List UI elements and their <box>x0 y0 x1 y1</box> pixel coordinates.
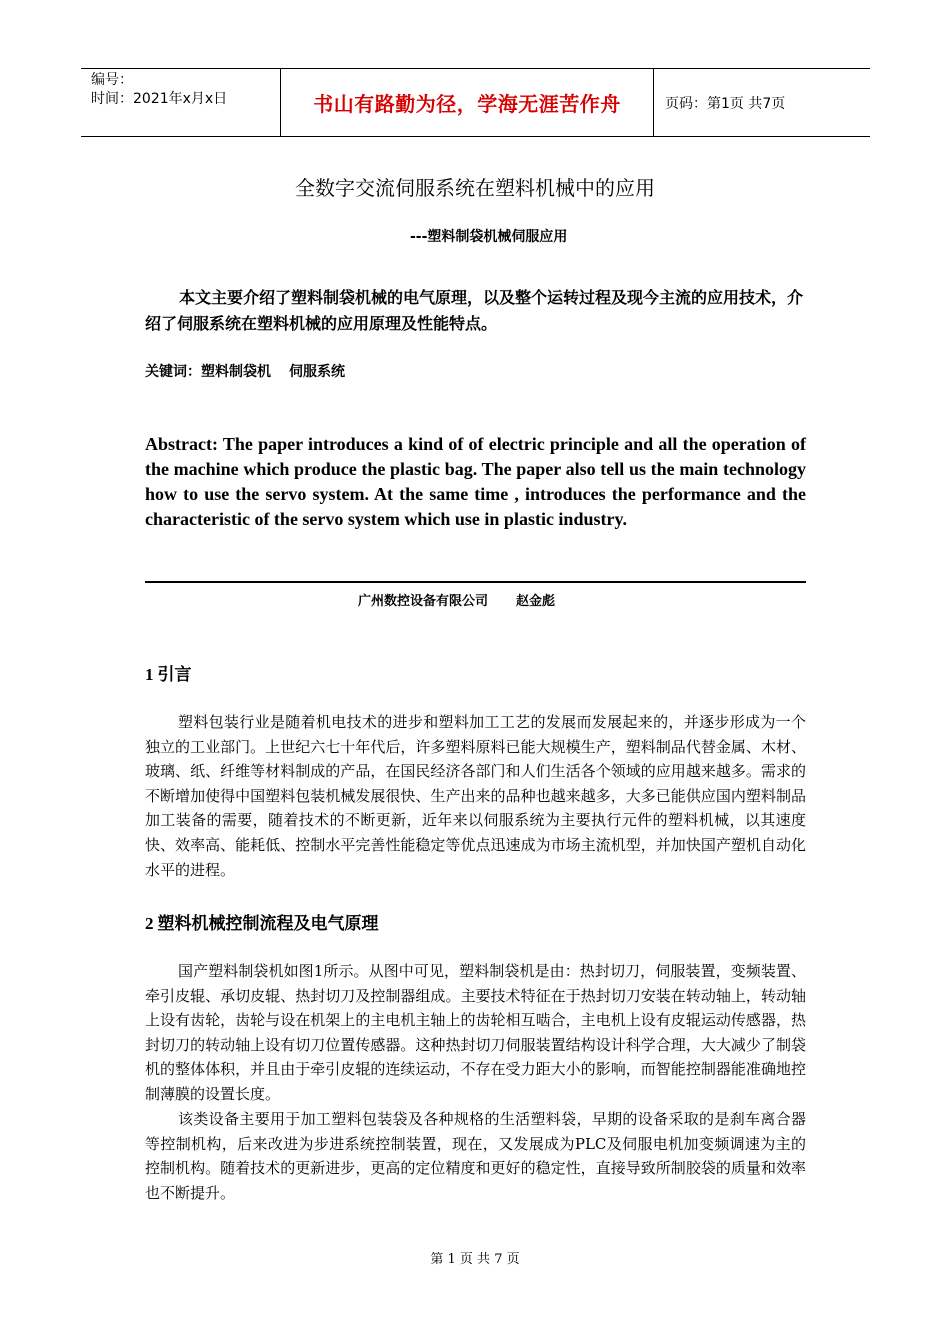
header-meta-cell <box>81 69 281 136</box>
page-info: 页码：第1页 共7页 <box>665 95 786 112</box>
author-company: 广州数控设备有限公司 <box>358 594 489 609</box>
header-table <box>81 68 870 137</box>
section-number: 1 <box>145 665 154 684</box>
keyword: 伺服系统 <box>289 364 345 380</box>
divider <box>145 581 806 583</box>
keywords-label: 关键词： <box>145 364 201 380</box>
header-motto-cell <box>281 69 654 136</box>
document-number: 编号： <box>91 72 133 88</box>
document-title: 全数字交流伺服系统在塑料机械中的应用 <box>295 176 655 200</box>
author-line <box>358 590 555 609</box>
keyword: 塑料制袋机 <box>201 364 271 380</box>
body-paragraph: 塑料包装行业是随着机电技术的进步和塑料加工工艺的发展而发展起来的，并逐步形成为一个独立的工业部门。上世纪六七十年代后，许多塑料原料已能大规模生产，塑料制品代替金属、木材、玻璃、纸、纤维等材料制成的产品，在国民经济各部门和人们生活各个领域的应用越来越多。需求的不断增加使得中国塑料包装机械发展很快、生产出来的品种也越来越多，大多已能供应国内塑料制品加工装备的需要，随着技术的不断更新，近年来以伺服系统为主要执行元件的塑料机械，以其速度快、效率高、能耗低、控制水平完善性能稳定等优点迅速成为市场主流机型，并加快国产塑机自动化水平的进程。 <box>145 713 806 879</box>
english-abstract: Abstract: The paper introduces a kind of of electric principle and all the operation of the machine which produce the plastic bag. The paper also tell us the main technology how to use the servo system. At the same time , introduces the performance and the characteristic of the servo system which use in plastic industry. <box>145 434 806 529</box>
header-page-cell <box>653 69 870 136</box>
motto-text: 书山有路勤为径，学海无涯苦作舟 <box>313 92 621 116</box>
section-heading <box>145 909 379 934</box>
section-title: 塑料机械控制流程及电气原理 <box>157 914 379 934</box>
section-number: 2 <box>145 914 154 933</box>
document-subtitle: ---塑料制袋机械伺服应用 <box>410 229 568 245</box>
section-title: 引言 <box>157 665 192 685</box>
document-date: 时间：2021年x月x日 <box>91 91 228 107</box>
body-paragraph: 该类设备主要用于加工塑料包装袋及各种规格的生活塑料袋，早期的设备采取的是刹车离合器等控制机构，后来改进为步进系统控制装置，现在，又发展成为PLC及伺服电机加变频调速为主的控制机构。随着技术的更新进步，更高的定位精度和更好的稳定性，直接导致所制胶袋的质量和效率也不断提升。 <box>145 1110 806 1202</box>
page-footer: 第 1 页 共 7 页 <box>430 1252 520 1267</box>
chinese-summary: 本文主要介绍了塑料制袋机械的电气原理，以及整个运转过程及现今主流的应用技术，介绍了伺服系统在塑料机械的应用原理及性能特点。 <box>145 288 804 333</box>
keywords-line <box>145 361 345 381</box>
author-name: 赵金彪 <box>516 594 556 609</box>
section-heading <box>145 660 192 685</box>
body-paragraph: 国产塑料制袋机如图1所示。从图中可见，塑料制袋机是由：热封切刀，伺服装置，变频装置、牵引皮辊、承切皮辊、热封切刀及控制器组成。主要技术特征在于热封切刀安装在转动轴上，转动轴上设有齿轮，齿轮与设在机架上的主电机主轴上的齿轮相互啮合，主电机上设有皮辊运动传感器，热封切刀的转动轴上设有切刀位置传感器。这种热封切刀伺服装置结构设计科学合理，大大减少了制袋机的整体体积，并且由于牵引皮辊的连续运动，不存在受力距大小的影响，而智能控制器能准确地控制薄膜的设置长度。 <box>145 962 806 1103</box>
